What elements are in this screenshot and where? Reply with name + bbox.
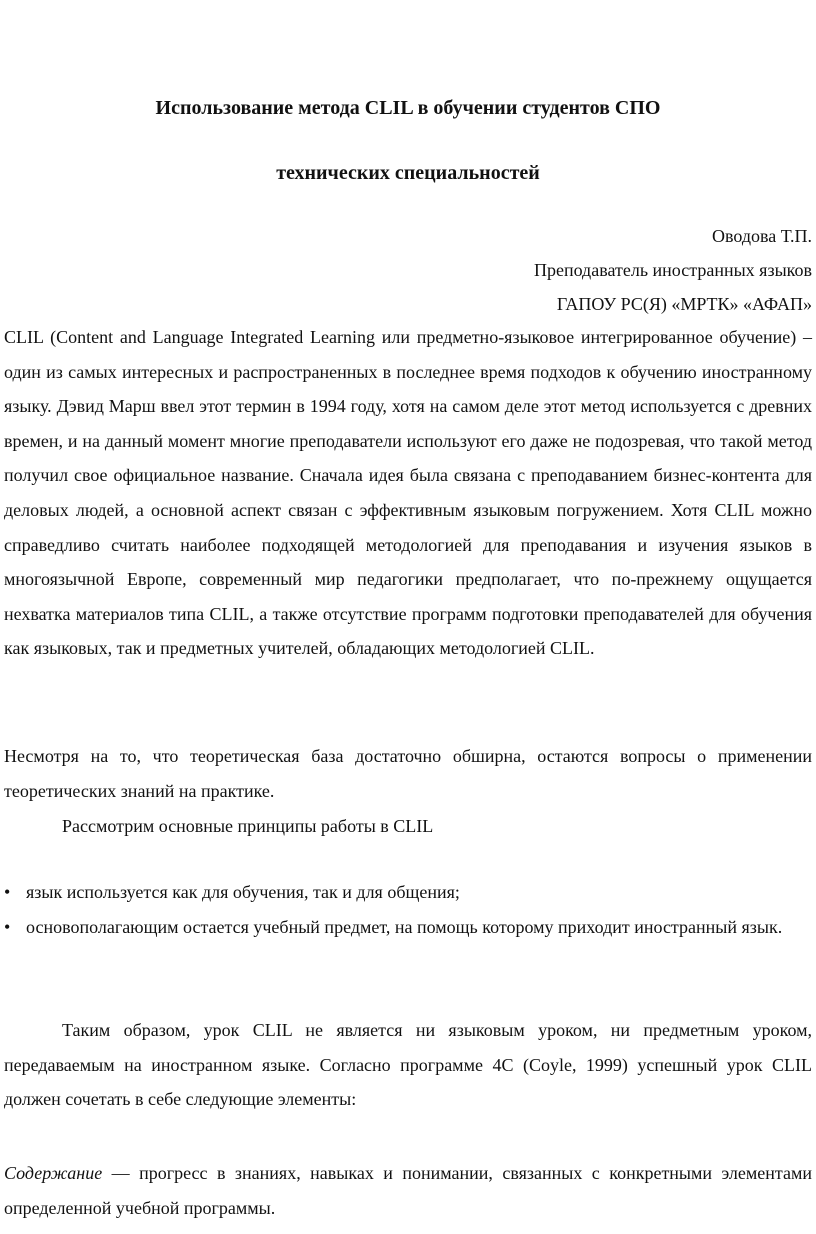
list-item-text: основополагающим остается учебный предмет, на помощь которому приходит иностранный язык. xyxy=(26,916,783,937)
list-item xyxy=(4,910,812,945)
bullet-icon: • xyxy=(4,916,11,937)
principles-list xyxy=(4,875,812,944)
bullet-icon: • xyxy=(4,882,11,902)
author-organization: ГАПОУ РС(Я) «МРТК» «АФАП» xyxy=(556,294,812,314)
list-item xyxy=(4,875,812,910)
author-name: Оводова Т.П. xyxy=(712,226,812,246)
paragraph-intro: CLIL (Content and Language Integrated Learning или предметно-языковое интегрированное обучение) – один из самых интересных и распространенных в последнее время подходов к обучению иностранному языку. Дэвид Марш ввел этот термин в 1994 году, хотя на самом деле этот метод используется с древних времен, и на данный момент многие преподаватели используют его даже не подозревая, что такой метод получил свое официальное название. Сначала идея была связана с преподаванием бизнес-контента для деловых людей, а основной аспект связан с эффективным языковым погружением. Хотя CLIL можно справедливо считать наиболее подходящей методологией для преподавания и изучения языков в многоязычной Европе, современный мир педагогики предполагает, что по-прежнему ощущается нехватка материалов типа CLIL, а также отсутствие программ подготовки преподавателей для обучения как языковых, так и предметных учителей, обладающих методологией CLIL. xyxy=(4,327,812,659)
paragraph-content-definition xyxy=(4,1156,812,1225)
list-item-text: язык используется как для обучения, так и для общения; xyxy=(26,882,460,902)
content-definition: — прогресс в знаниях, навыках и понимании, связанных с конкретными элементами определенной учебной программы. xyxy=(4,1163,812,1218)
paragraph-theory: Несмотря на то, что теоретическая база достаточно обширна, остаются вопросы о применении теоретических знаний на практике. xyxy=(4,746,812,801)
principles-intro: Рассмотрим основные принципы работы в CLIL xyxy=(62,816,434,836)
author-position: Преподаватель иностранных языков xyxy=(533,260,812,280)
paragraph-conclusion: Таким образом, урок CLIL не является ни языковым уроком, ни предметным уроком, передаваемым на иностранном языке. Согласно программе 4С (Coyle, 1999) успешный урок CLIL должен сочетать в себе следующие элементы: xyxy=(4,1020,812,1110)
content-term: Содержание xyxy=(4,1163,103,1183)
title-line-2: технических специальностей xyxy=(276,162,540,184)
title-line-1: Использование метода CLIL в обучении студентов СПО xyxy=(155,97,661,119)
